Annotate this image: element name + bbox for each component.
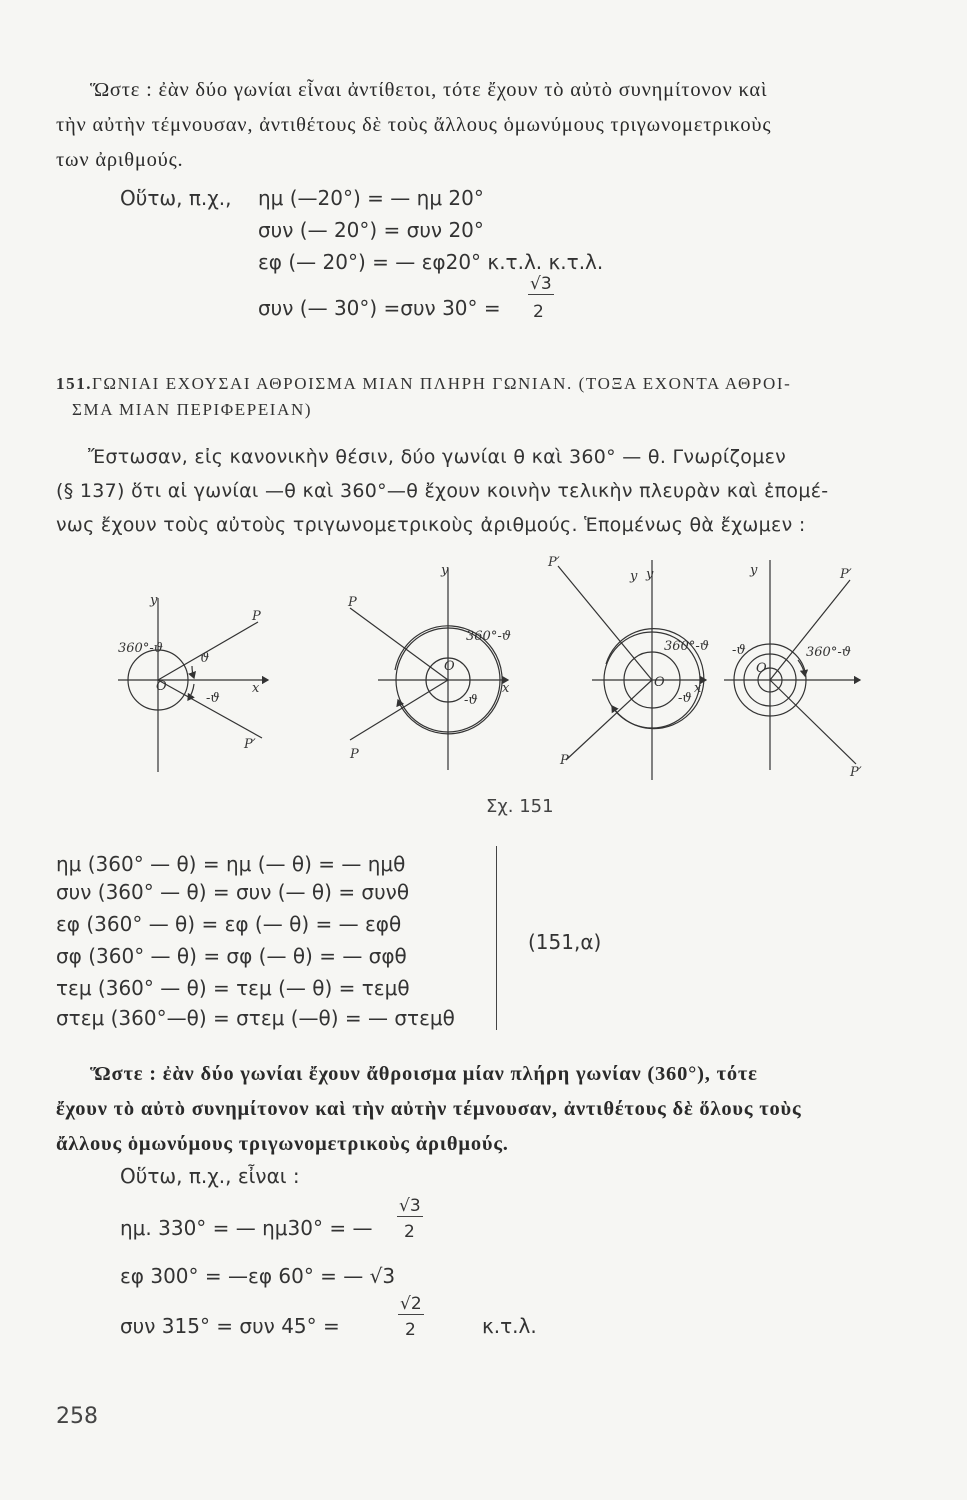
point-label-p-prime: P′ (548, 555, 560, 570)
figure-caption: Σχ. 151 (486, 796, 554, 817)
page-number: 258 (56, 1404, 98, 1429)
text-line: (§ 137) ὅτι αἱ γωνίαι —θ καὶ 360°—θ ἔχουν κοινὴν τελικὴν πλευρὰν καὶ ἑπομέ- (56, 480, 829, 502)
axis-label-y: y (150, 593, 158, 608)
axis-label-y: y (630, 569, 638, 584)
angle-label-360: 360°-ϑ (806, 645, 851, 660)
angle-label-neg-theta: -ϑ (206, 691, 220, 706)
section-number: 151. (56, 374, 93, 393)
etc-label: κ.τ.λ. (482, 1314, 537, 1338)
diagram-2 (350, 568, 508, 770)
axis-label-x: x (694, 681, 702, 696)
examples-intro: Οὕτω, π.χ., (120, 186, 232, 210)
axis-label-x: x (252, 681, 260, 696)
equation-line: ημ (—20°) = — ημ 20° (258, 186, 484, 210)
text-line: των ἀριθμούς. (56, 149, 184, 171)
identity-row: τεμ (360° — θ) = τεμ (— θ) = τεμθ (56, 976, 410, 1000)
angle-label-360: 360°-ϑ (466, 629, 511, 644)
angle-label-neg-theta: -ϑ (732, 643, 746, 658)
axis-label-y: y (441, 563, 449, 578)
equation-line: εφ 300° = —εφ 60° = — √3 (120, 1264, 396, 1288)
angle-label-360: 360°-ϑ (664, 639, 709, 654)
fraction-numerator: √3 (530, 274, 552, 294)
origin-label: O (654, 675, 665, 690)
fraction-denominator: 2 (405, 1320, 416, 1340)
axis-label-y: y (750, 563, 758, 578)
examples-intro: Οὕτω, π.χ., εἶναι : (120, 1164, 300, 1188)
equation-line: ημ. 330° = — ημ30° = — (120, 1216, 373, 1240)
diagram-3 (558, 560, 706, 780)
axis-label-x: x (502, 681, 510, 696)
origin-label: O (444, 659, 455, 674)
section-title-line-2: ΣΜΑ ΜΙΑΝ ΠΕΡΙΦΕΡΕΙΑΝ) (72, 400, 313, 419)
text-line: ἔχουν τὸ αὐτὸ συνημίτονον καὶ τὴν αὐτὴν τέμνουσαν, ἀντιθέτους δὲ ὅλους τοὺς (56, 1098, 802, 1120)
fraction-numerator: √3 (399, 1196, 421, 1216)
angle-label-neg-theta: -ϑ (678, 691, 692, 706)
angle-label-neg-theta: -ϑ (464, 693, 478, 708)
text-line: Ὥστε : ἐὰν δύο γωνίαι εἶναι ἀντίθετοι, τότε ἔχουν τὸ αὐτὸ συνημίτονον καὶ (90, 79, 768, 101)
text-line: Ἔστωσαν, εἰς κανονικὴν θέσιν, δύο γωνίαι θ καὶ 360° — θ. Γνωρίζομεν (88, 446, 787, 468)
identity-row: ημ (360° — θ) = ημ (— θ) = — ημθ (56, 852, 406, 876)
angle-label-theta: ϑ (200, 651, 210, 666)
brace (496, 846, 497, 1030)
point-label-p-prime: P′ (840, 567, 852, 582)
origin-label: O (156, 679, 167, 694)
point-label-p-prime: P′ (244, 737, 256, 752)
equation-label: (151,α) (528, 930, 602, 954)
text-line: τὴν αὐτὴν τέμνουσαν, ἀντιθέτους δὲ τοὺς ἄλλους ὁμωνύμους τριγωνομετρικοὺς (56, 114, 772, 136)
equation-line: εφ (— 20°) = — εφ20° κ.τ.λ. κ.τ.λ. (258, 250, 604, 274)
text-line: Ὥστε : ἐὰν δύο γωνίαι ἔχουν ἄθροισμα μίαν πλήρη γωνίαν (360°), τότε (90, 1063, 758, 1085)
text-line: ἄλλους ὁμωνύμους τριγωνομετρικοὺς ἀριθμούς. (56, 1133, 509, 1155)
point-label-p: P (350, 747, 359, 762)
origin-label: O (756, 661, 767, 676)
fraction-denominator: 2 (533, 302, 544, 322)
fraction-denominator: 2 (404, 1222, 415, 1242)
point-label-p: P (560, 753, 569, 768)
diagram-4 (724, 560, 860, 770)
identity-row: εφ (360° — θ) = εφ (— θ) = — εφθ (56, 912, 402, 936)
identity-row: σφ (360° — θ) = σφ (— θ) = — σφθ (56, 944, 407, 968)
angle-label-360: 360°-ϑ (118, 641, 163, 656)
equation-line: συν (— 30°) =συν 30° = (258, 296, 501, 320)
fraction-numerator: √2 (400, 1294, 422, 1314)
point-label-p: P (348, 595, 357, 610)
point-label-p: P (252, 609, 261, 624)
section-title-line-1: ΓΩΝΙΑΙ ΕΧΟΥΣΑΙ ΑΘΡΟΙΣΜΑ ΜΙΑΝ ΠΛΗΡΗ ΓΩΝΙΑΝ. (ΤΟΞΑ ΕΧΟΝΤΑ ΑΘΡΟΙ- (92, 374, 792, 393)
equation-line: συν 315° = συν 45° = (120, 1314, 340, 1338)
text-line: νως ἔχουν τοὺς αὐτοὺς τριγωνομετρικοὺς ἀριθμούς. Ἑπομένως θὰ ἔχωμεν : (56, 514, 806, 536)
axis-label-y: y (646, 567, 654, 582)
identity-row: συν (360° — θ) = συν (— θ) = συνθ (56, 880, 410, 904)
equation-line: συν (— 20°) = συν 20° (258, 218, 484, 242)
point-label-p-prime: P′ (850, 765, 862, 780)
identity-row: στεμ (360°—θ) = στεμ (—θ) = — στεμθ (56, 1006, 455, 1030)
